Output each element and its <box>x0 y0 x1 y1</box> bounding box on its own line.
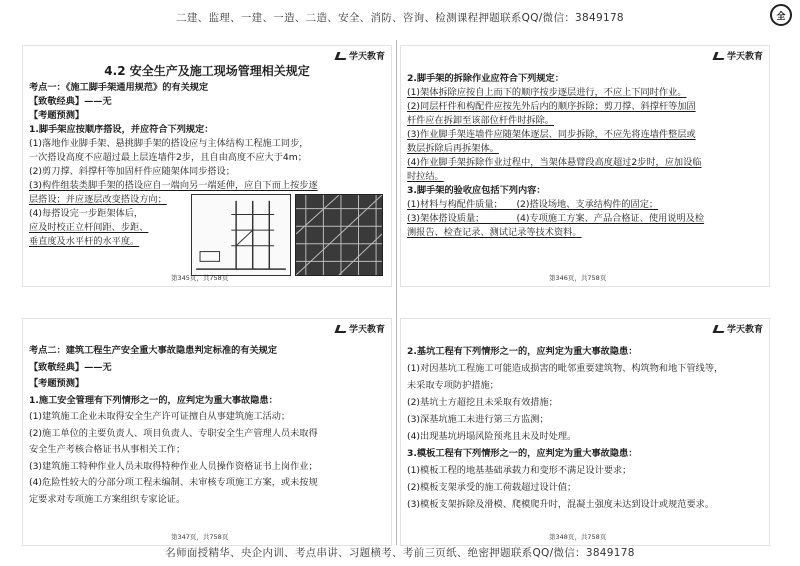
brand-mark-icon <box>335 325 349 333</box>
text-line: 杆件应在拆卸至该部位杆件时拆除。 <box>407 115 554 126</box>
text-line: (1)建筑施工企业未取得安全生产许可证擅自从事建筑施工活动； <box>29 411 291 422</box>
page-number: 第346页，共758页 <box>549 274 607 282</box>
text-line: 考点一：《施工脚手架通用规范》的有关规定 <box>29 82 209 93</box>
brand-logo: 学天教育 <box>336 322 385 335</box>
text-line: 垂直度及水平杆的水平度。 <box>29 236 140 247</box>
text-line: 【致敬经典】——无 <box>29 96 112 107</box>
text-line: 数层拆除后再拆架体。 <box>407 143 499 154</box>
slide-title: 4.2 安全生产及施工现场管理相关规定 <box>104 64 310 78</box>
text-line: (3)建筑施工特种作业人员未取得特种作业人员操作资格证书上岗作业； <box>29 460 318 472</box>
text-line: (3)模板支架拆除及滑模、爬模爬升时，混凝土强度未达到设计或规范要求。 <box>407 499 715 510</box>
text-line: 时拉结。 <box>407 171 444 182</box>
brand-logo: 学天教育 <box>714 322 763 335</box>
text-line: (2)基坑土方超挖且未采取有效措施； <box>407 397 558 408</box>
text-line: (3)构件组装类脚手架的搭设应自一端向另一端延伸，应自下而上按步逐 <box>29 180 318 191</box>
brand-mark-icon <box>713 325 727 333</box>
text-line: 未采取专项防护措施； <box>407 380 499 391</box>
text-line: (1)落地作业脚手架、悬挑脚手架的搭设应与主体结构工程施工同步， <box>29 138 309 149</box>
text-line: 2.基坑工程有下列情形之一的，应判定为重大事故隐患： <box>407 346 638 357</box>
slide-346 <box>400 45 770 287</box>
column-divider <box>396 40 397 545</box>
scaffold-diagram <box>191 194 291 276</box>
text-line: 3.模板工程有下列情形之一的，应判定为重大事故隐患： <box>407 448 638 459</box>
text-line: (4)出现基坑坍塌风险预兆且未及时处理。 <box>407 431 577 442</box>
text-line: 定要求对专项施工方案组织专家论证。 <box>29 493 186 505</box>
text-line: (2)同层杆件和构配件应按先外后内的顺序拆除；剪刀撑、斜撑杆等加固 <box>407 101 696 112</box>
brand-logo: 学天教育 <box>714 49 763 62</box>
text-line: (4)危险性较大的分部分项工程未编制、未审核专项施工方案，或未按规 <box>29 477 318 488</box>
text-line: 一次搭设高度不应超过最上层连墙件2步，且自由高度不应大于4m； <box>29 152 307 163</box>
slide-content <box>29 343 385 508</box>
text-line: (2)施工单位的主要负责人、项目负责人、专职安全生产管理人员未取得 <box>29 427 318 439</box>
text-line: 【考题预测】 <box>29 110 85 121</box>
slide-content <box>407 343 763 513</box>
slide-348 <box>400 318 770 546</box>
text-line: 3.脚手架的验收应包括下列内容： <box>407 185 546 196</box>
text-line: 应及时校正立杆间距、步距、 <box>29 222 149 233</box>
bottom-banner: 名师面授精华、央企内训、考点串讲、习题横考、考前三页纸、绝密押题联系QQ/微信：3849178 <box>165 547 635 559</box>
brand-logo: 学天教育 <box>336 49 385 62</box>
slide-347 <box>22 318 392 546</box>
text-line: (2)模板支架承受的施工荷载超过设计值； <box>407 482 577 493</box>
text-line: (3)作业脚手架连墙件应随架体逐层、同步拆除，不应先将连墙件整层或 <box>407 129 696 140</box>
brand-mark-icon <box>713 52 727 60</box>
text-line: (1)架体拆除应按自上而下的顺序按步逐层进行，不应上下同时作业。 <box>407 87 687 98</box>
corner-logo: 全 <box>770 4 792 26</box>
text-line: (3)深基坑施工未进行第三方监测； <box>407 414 549 425</box>
text-line: 1.施工安全管理有下列情形之一的，应判定为重大事故隐患： <box>29 394 278 406</box>
slide-345 <box>22 45 392 287</box>
text-line: (1)对因基坑工程施工可能造成损害的毗邻重要建筑物、构筑物和地下管线等， <box>407 363 724 374</box>
text-line: (1)材料与构配件质量； (2)搭设场地、支承结构件的固定； <box>407 199 659 210</box>
top-banner: 二建、监理、一建、一造、二造、安全、消防、咨询、检测课程押题联系QQ/微信：3849178 <box>176 12 624 24</box>
page-number: 第348页，共758页 <box>549 533 607 541</box>
text-line: 1.脚手架应按顺序搭设，并应符合下列规定： <box>29 124 214 135</box>
brand-mark-icon <box>335 52 349 60</box>
text-line: 【考题预测】 <box>29 378 85 389</box>
text-line: (4)每搭设完一步距架体后， <box>29 208 144 219</box>
text-line: 测报告、检查记录、测试记录等技术资料。 <box>407 227 582 238</box>
text-line: 考点二：建筑工程生产安全重大事故隐患判定标准的有关规定 <box>29 345 278 356</box>
page-number: 第345页，共758页 <box>171 274 229 282</box>
text-line: (4)作业脚手架拆除作业过程中，当架体悬臂段高度超过2步时，应加设临 <box>407 157 702 168</box>
scaffold-photo <box>295 194 383 276</box>
text-line: (3)架体搭设质量； (4)专项施工方案、产品合格证、使用说明及检 <box>407 213 705 224</box>
text-line: 2.脚手架的拆除作业应符合下列规定： <box>407 73 564 84</box>
text-line: (1)模板工程的地基基础承载力和变形不满足设计要求； <box>407 465 632 476</box>
page-number: 第347页，共758页 <box>171 533 229 541</box>
scaffold-illustration <box>191 194 383 276</box>
text-line: 【致敬经典】——无 <box>29 361 112 373</box>
text-line: 层搭设；并应逐层改变搭设方向； <box>29 194 167 205</box>
text-line: 安全生产考核合格证书从事相关工作； <box>29 444 186 455</box>
text-line: (2)剪刀撑、斜撑杆等加固杆件应随架体同步搭设； <box>29 166 235 177</box>
slide-content <box>407 72 763 240</box>
